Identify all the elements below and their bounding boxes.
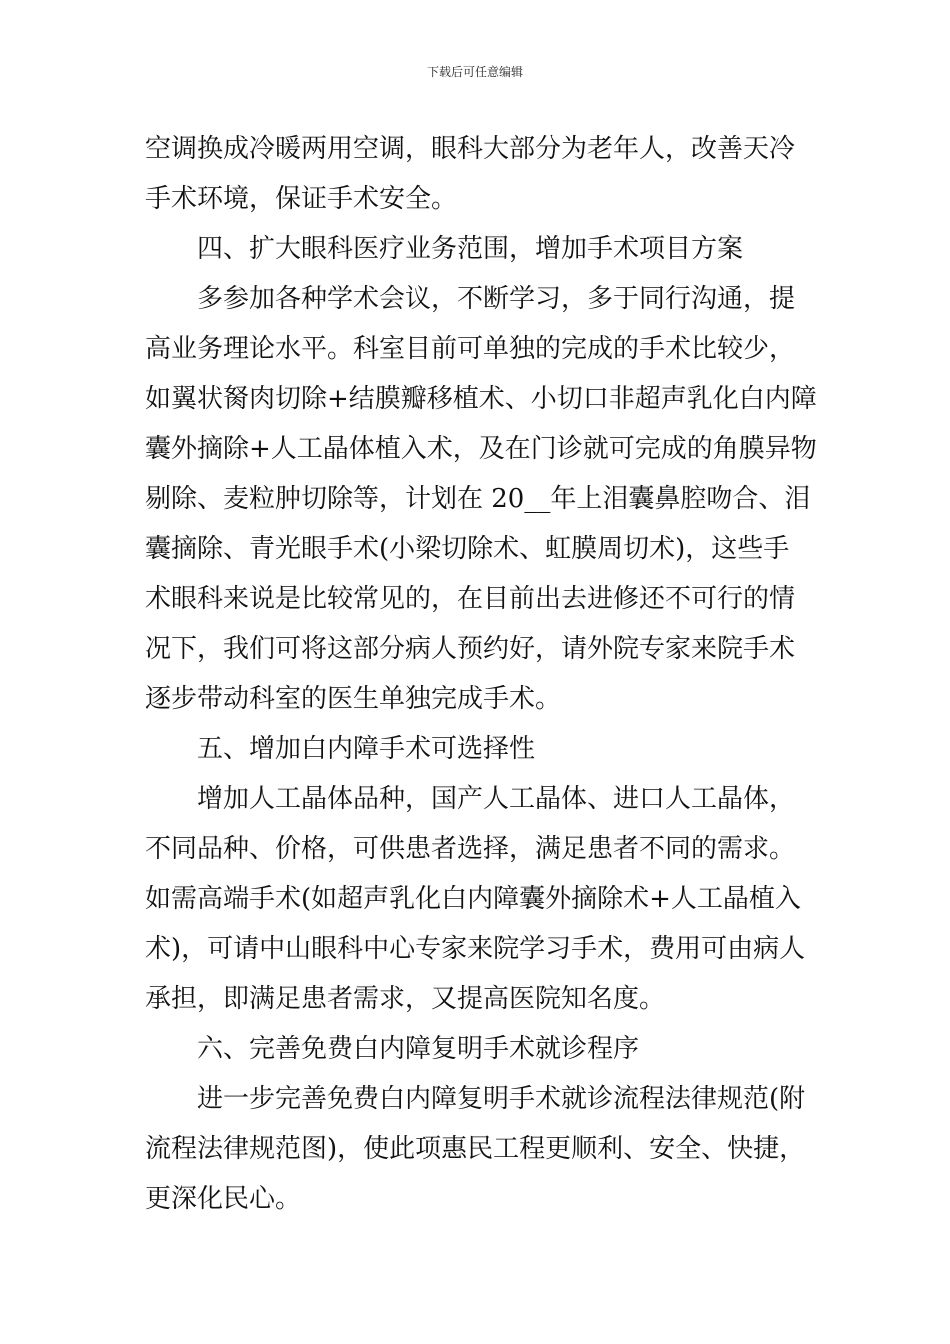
section-heading: 五、增加白内障手术可选择性 [197,734,536,764]
text-line: 空调换成冷暖两用空调，眼科大部分为老年人，改善天冷 [145,134,796,164]
text-line: 囊摘除、青光眼手术(小梁切除术、虹膜周切术)，这些手 [145,534,790,564]
text-line: 承担，即满足患者需求，又提高医院知名度。 [145,984,666,1014]
section-heading: 六、完善免费白内障复明手术就诊程序 [197,1034,640,1064]
text-line: 手术环境，保证手术安全。 [145,184,458,214]
text-line: 逐步带动科室的医生单独完成手术。 [145,684,562,714]
text-line: 如翼状胬肉切除+结膜瓣移植术、小切口非超声乳化白内障 [145,384,817,414]
paragraph-start: 增加人工晶体品种，国产人工晶体、进口人工晶体， [197,784,796,814]
section-heading: 四、扩大眼科医疗业务范围，增加手术项目方案 [197,234,744,264]
text-line: 高业务理论水平。科室目前可单独的完成的手术比较少， [145,334,796,364]
text-line: 囊外摘除+人工晶体植入术，及在门诊就可完成的角膜异物 [145,434,817,464]
text-line: 剔除、麦粒肿切除等，计划在 20__年上泪囊鼻腔吻合、泪 [145,484,811,514]
text-line: 流程法律规范图)，使此项惠民工程更顺利、安全、快捷， [145,1134,806,1164]
text-line: 况下，我们可将这部分病人预约好，请外院专家来院手术 [145,634,796,664]
text-line: 不同品种、价格，可供患者选择，满足患者不同的需求。 [145,834,796,864]
page-header: 下载后可任意编辑 [426,65,523,79]
paragraph-start: 进一步完善免费白内障复明手术就诊流程法律规范(附 [197,1084,806,1114]
text-line: 术眼科来说是比较常见的，在目前出去进修还不可行的情 [145,584,796,614]
text-line: 术)，可请中山眼科中心专家来院学习手术，费用可由病人 [145,934,806,964]
text-line: 更深化民心。 [145,1184,302,1214]
document-body [145,124,817,1224]
text-line: 如需高端手术(如超声乳化白内障囊外摘除术+人工晶植入 [145,884,801,914]
paragraph-start: 多参加各种学术会议，不断学习，多于同行沟通，提 [197,284,796,314]
